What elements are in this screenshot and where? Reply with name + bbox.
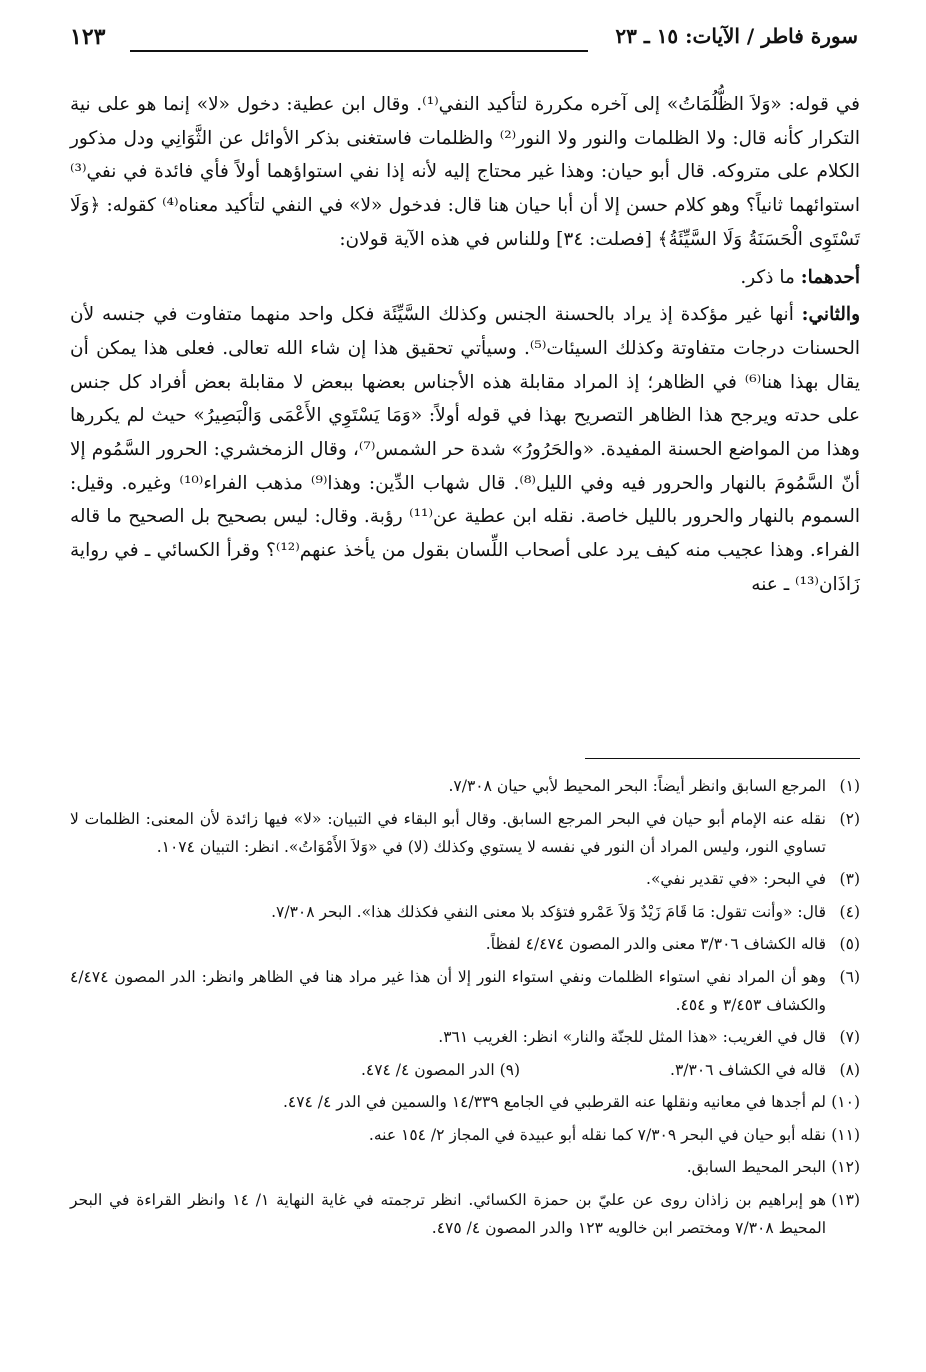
footnote: [70, 1121, 860, 1149]
footnote-text: نقله عنه الإمام أبو حيان في البحر المرجع السابق. وقال أبو البقاء في التبيان: «لا» فيها زائدة لأن المعنى: الظلمات لا تساوي النور، وليس المراد أن النور في نفسه لا يستوي وكذلك (لا) في «وَلاَ الأَمْوَاتُ». انظر: التبيان ١٠٧٤.: [70, 809, 826, 856]
footnote-number: (٧): [839, 1028, 860, 1046]
footnote-text: المرجع السابق وانظر أيضاً: البحر المحيط لأبي حيان ٧/٣٠٨.: [448, 777, 826, 795]
footnote: [70, 1056, 860, 1084]
first-view-label: أحدهما:: [800, 266, 860, 288]
footnote-number: (٦): [839, 967, 860, 986]
footnote-number: (٤): [839, 902, 860, 921]
footnote-text: نقله أبو حيان في البحر ٧/٣٠٩ كما نقله أبو عبيدة في المجاز ٢/ ١٥٤ عنه.: [368, 1125, 826, 1144]
footnote-number: (٥): [839, 935, 860, 953]
footnote-number: (١١): [831, 1125, 860, 1144]
footnote: [70, 1186, 860, 1242]
running-header: [70, 24, 858, 58]
footnote: [70, 1088, 860, 1116]
footnote-9-text: (٩) الدر المصون ٤/ ٤٧٤.: [360, 1060, 521, 1079]
header-rule: [130, 50, 588, 52]
footnote-text: لم أجدها في معانيه ونقلها عنه القرطبي في الجامع ١٤/٣٣٩ والسمين في الدر ٤/ ٤٧٤.: [282, 1093, 826, 1111]
second-view-text: أنها غير مؤكدة إذ يراد بالحسنة الجنس وكذلك السَّيِّئَة فكل واحد منهما متفاوت في جنسه لأن الحسنات درجات متفاوتة وكذلك السيئات⁽⁵⁾. وسيأتي تحقيق هذا إن شاء الله تعالى. فعلى هذا يمكن أن يقال بهذا هنا⁽⁶⁾ في الظاهر؛ إذ المراد مقابلة هذه الأجناس بعضها ببعض لا مقابلة بعض أفراد كل جنس على حدته ويرجح هذا الظاهر التصريح بهذا في قوله أولاً: «وَمَا يَسْتَوِي الأَعْمَى وَالْبَصِيرُ» حيث لم يكررها وهذا من المواضع الحسنة المفيدة. «والحَرُورُ» شدة حر الشمس⁽⁷⁾، وقال الزمخشري: الحرور السَّمُوم إلا أنّ السَّمُومَ بالنهار والحرور فيه وفي الليل⁽⁸⁾. قال شهاب الدِّين: وهذا⁽⁹⁾ مذهب الفراء⁽¹⁰⁾ وغيره. وقيل: السموم بالنهار والحرور بالليل خاصة. نقله ابن عطية عن⁽¹¹⁾ رؤبة. وقال: ليس بصحيح بل الصحيح ما قاله الفراء. وهذا عجيب منه كيف يرد على أصحاب اللِّسان بقول من يأخذ عنهم⁽¹²⁾؟ وقرأ الكسائي ـ في رواية زَاذَان⁽¹³⁾ ـ عنه: [70, 304, 860, 595]
footnote-text: [70, 1056, 826, 1084]
main-text: [70, 88, 860, 602]
paragraph-1: في قوله: «وَلاَ الظُّلُمَاتُ» إلى آخره مكررة لتأكيد النفي⁽¹⁾. وقال ابن عطية: دخول «لا» إنما هو على نية التكرار كأنه قال: ولا الظلمات والنور ولا النور⁽²⁾ والظلمات فاستغنى بذكر الأوائل عن الثَّوَانِي ودل مذكور الكلام على متروكه. قال أبو حيان: وهذا غير محتاج إليه لأنه إذا نفي استواؤهما أولاً فأي فائدة في نفي⁽³⁾ استوائهما ثانياً؟ وهو كلام حسن إلا أن أبا حيان هنا قال: فدخول «لا» في النفي لتأكيد معناه⁽⁴⁾ كقوله: ﴿وَلَا تَسْتَوِى الْحَسَنَةُ وَلَا السَّيِّئَةُ﴾ [فصلت: ٣٤] وللناس في هذه الآية قولان:: [70, 94, 860, 250]
paragraph-second-view: [70, 298, 860, 601]
footnote-text: هو إبراهيم بن زاذان روى عن عليّ بن حمزة الكسائي. انظر ترجمته في غاية النهاية ١/ ١٤ وانظر القراءة في البحر المحيط ٧/٣٠٨ ومختصر ابن خالويه ١٢٣ والدر المصون ٤/ ٤٧٥.: [70, 1190, 826, 1237]
footnote: [70, 1153, 860, 1181]
header-title: سورة فاطر / الآيات: ١٥ ـ ٢٣: [615, 24, 858, 48]
footnote-number: (٣): [839, 870, 860, 888]
footnote-divider: [585, 758, 860, 759]
footnote-number: (٢): [839, 809, 860, 828]
page-number: ١٢٣: [70, 24, 106, 50]
footnote: [70, 930, 860, 958]
footnote: [70, 898, 860, 926]
footnotes: [70, 772, 860, 1246]
footnote-text: البحر المحيط السابق.: [686, 1158, 826, 1176]
footnote-text: وهو أن المراد نفي استواء الظلمات ونفي استواء النور إلا أن هذا غير مراد هنا في الظاهر وانظر: الدر المصون ٤/٤٧٤ والكشاف ٣/٤٥٣ و ٤٥٤.: [70, 967, 826, 1014]
footnote: [70, 865, 860, 893]
footnote-number: (١٠): [831, 1093, 860, 1111]
footnote-number: (١٢): [831, 1158, 860, 1176]
footnote-text: قاله الكشاف ٣/٣٠٦ معنى والدر المصون ٤/٤٧٤ لفظاً.: [485, 935, 826, 953]
footnote: [70, 805, 860, 861]
footnote-text: قال في الغريب: «هذا المثل للجنّة والنار» انظر: الغريب ٣٦١.: [438, 1028, 826, 1046]
paragraph-first-view: [70, 261, 860, 295]
footnote-text: قال: «وأنت تقول: مَا قَامَ زَيْدٌ وَلاَ عَمْرو فتؤكد بلا معنى النفي فكذلك هذا». البحر ٧/٣٠٨.: [271, 902, 826, 921]
footnote-number: (٨): [839, 1060, 860, 1079]
footnote-8-text: قاله في الكشاف ٣/٣٠٦.: [670, 1060, 826, 1079]
footnote: [70, 1023, 860, 1051]
footnote: [70, 963, 860, 1019]
footnote-number: (١): [839, 777, 860, 795]
second-view-label: والثاني:: [801, 304, 860, 326]
footnote-number: (١٣): [831, 1190, 860, 1209]
first-view-text: ما ذكر.: [740, 266, 801, 288]
footnote: [70, 772, 860, 800]
footnote-text: في البحر: «في تقدير نفي».: [646, 870, 826, 888]
